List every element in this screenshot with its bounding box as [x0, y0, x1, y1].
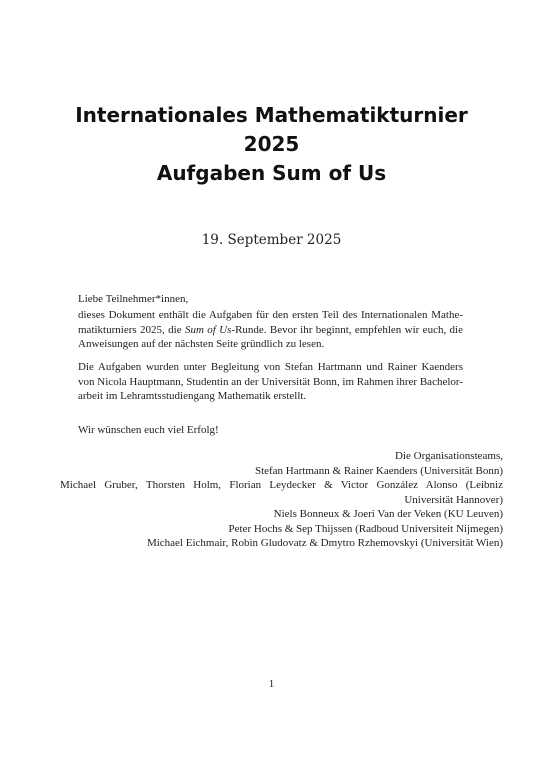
signature-line: Stefan Hartmann & Rainer Kaenders (Universität Bonn) — [254, 464, 503, 477]
title-line: Internationales Mathematikturnier — [75, 103, 468, 127]
signature-line: Die Organisationsteams, — [395, 450, 503, 462]
greeting: Liebe Teilnehmer*innen, — [78, 293, 189, 305]
paragraph-line: Anweisungen auf der nächsten Seite gründlich zu lesen. — [78, 338, 325, 350]
authors-paragraph — [78, 360, 463, 404]
paragraph-line: dieses Dokument enthält die Aufgaben für den ersten Teil des Internationalen Mathe- — [78, 309, 463, 321]
signature-line: Michael Gruber, Thorsten Holm, Florian Leydecker & Victor González Alonso (Leibniz — [60, 479, 503, 491]
signature-block — [60, 449, 503, 551]
paragraph-line: arbeit im Lehramtsstudiengang Mathematik erstellt. — [78, 390, 307, 402]
signature-line: Peter Hochs & Sep Thijssen (Radboud Universiteit Nijmegen) — [228, 522, 503, 535]
signature-line: Universität Hannover) — [404, 493, 503, 506]
title-line: 2025 — [243, 132, 300, 156]
paragraph-line: Die Aufgaben wurden unter Begleitung von Stefan Hartmann und Rainer Kaenders — [78, 361, 463, 373]
document-date: 19. September 2025 — [201, 232, 342, 248]
intro-paragraph — [78, 308, 463, 352]
document-title — [0, 101, 543, 188]
paragraph-line — [78, 323, 463, 338]
paragraph-text: -Runde. Bevor ihr beginnt, empfehlen wir euch, die — [231, 323, 464, 336]
paragraph-text: matikturniers 2025, die — [78, 323, 185, 336]
signature-line: Niels Bonneux & Joeri Van der Veken (KU Leuven) — [273, 508, 503, 520]
signature-line: Michael Eichmair, Robin Gludovatz & Dmytro Rzhemovskyi (Universität Wien) — [146, 537, 503, 549]
title-line: Aufgaben Sum of Us — [156, 161, 387, 185]
page-number: 1 — [268, 678, 275, 690]
round-name: Sum of Us — [184, 323, 232, 336]
paragraph-line: von Nicola Hauptmann, Studentin an der Universität Bonn, im Rahmen ihrer Bachelor- — [78, 375, 463, 388]
closing-wish: Wir wünschen euch viel Erfolg! — [78, 424, 219, 436]
